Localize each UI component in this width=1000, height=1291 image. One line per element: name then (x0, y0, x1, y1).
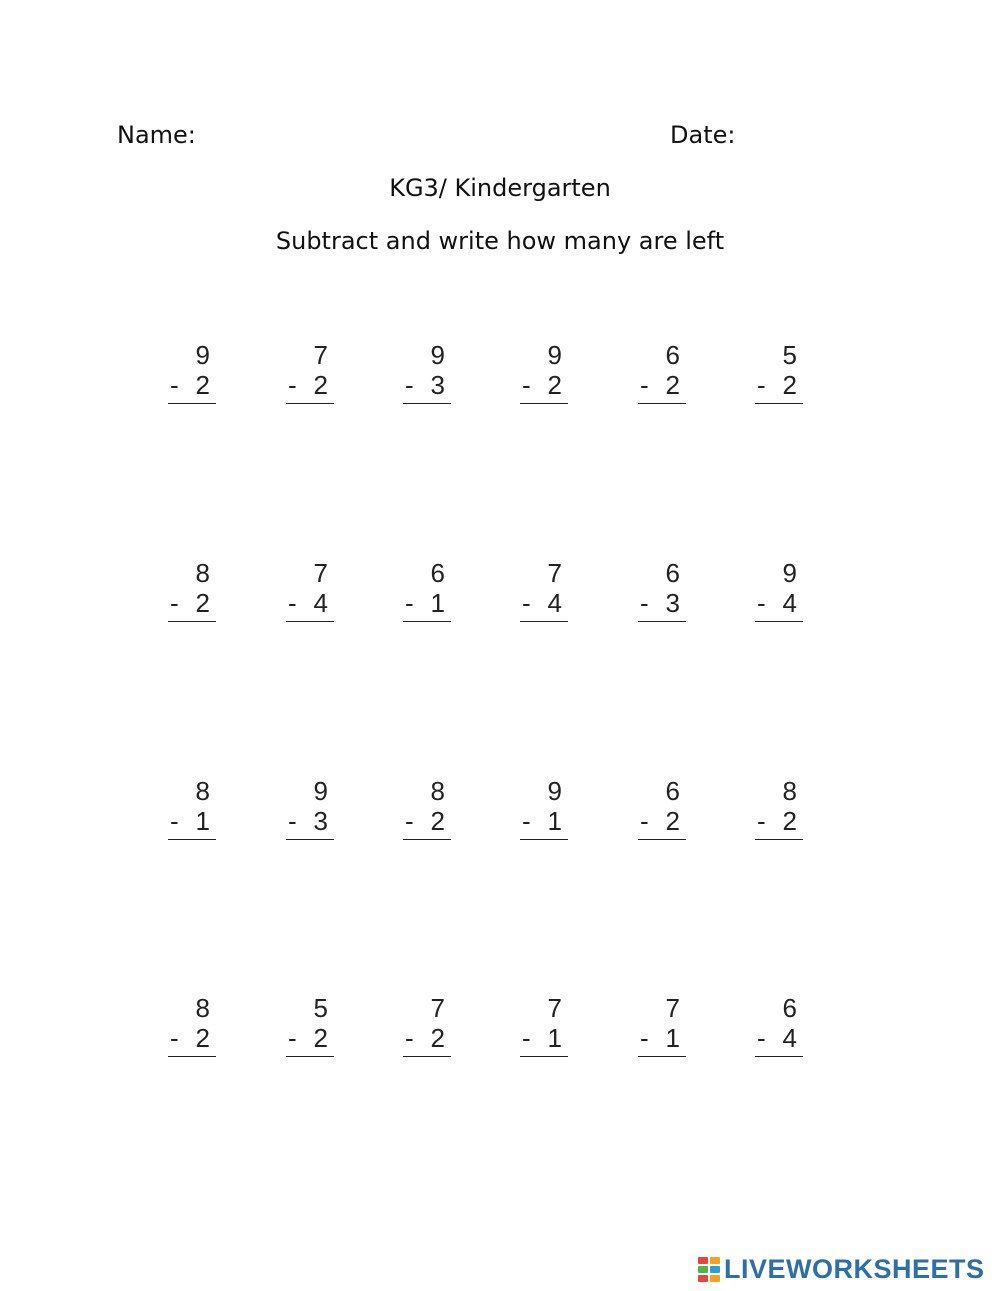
subtraction-problem (520, 993, 568, 1063)
answer-line[interactable] (520, 621, 568, 622)
minuend: 9 (313, 776, 328, 806)
minuend: 8 (430, 776, 445, 806)
subtrahend: 2 (547, 370, 562, 400)
minuend: 6 (665, 776, 680, 806)
subtrahend: 3 (430, 370, 445, 400)
subtraction-problem (755, 558, 803, 628)
minus-sign: - (640, 1023, 649, 1053)
subtraction-problem (638, 340, 686, 410)
subtraction-problem (638, 993, 686, 1063)
answer-line[interactable] (755, 403, 803, 404)
minus-sign: - (170, 1023, 179, 1053)
minuend: 7 (547, 993, 562, 1023)
minus-sign: - (522, 806, 531, 836)
minus-sign: - (757, 806, 766, 836)
answer-line[interactable] (755, 621, 803, 622)
subtraction-problem (520, 776, 568, 846)
minus-sign: - (170, 370, 179, 400)
minus-sign: - (640, 588, 649, 618)
subtraction-problem (403, 776, 451, 846)
minuend: 8 (195, 558, 210, 588)
minus-sign: - (288, 1023, 297, 1053)
answer-line[interactable] (403, 403, 451, 404)
subtrahend: 2 (195, 588, 210, 618)
minuend: 6 (782, 993, 797, 1023)
subtrahend: 1 (665, 1023, 680, 1053)
minuend: 8 (195, 993, 210, 1023)
minuend: 5 (313, 993, 328, 1023)
minuend: 9 (547, 776, 562, 806)
subtraction-problem (755, 993, 803, 1063)
subtrahend: 3 (313, 806, 328, 836)
subtrahend: 1 (430, 588, 445, 618)
subtraction-problem (286, 558, 334, 628)
minuend: 9 (782, 558, 797, 588)
subtrahend: 4 (782, 588, 797, 618)
subtrahend: 2 (665, 370, 680, 400)
answer-line[interactable] (638, 403, 686, 404)
liveworksheets-logo (698, 1254, 985, 1284)
minus-sign: - (288, 806, 297, 836)
answer-line[interactable] (286, 403, 334, 404)
minus-sign: - (522, 588, 531, 618)
subtraction-problem (638, 558, 686, 628)
answer-line[interactable] (403, 621, 451, 622)
subtrahend: 2 (313, 1023, 328, 1053)
subtrahend: 4 (313, 588, 328, 618)
answer-line[interactable] (520, 1056, 568, 1057)
subtrahend: 2 (430, 1023, 445, 1053)
minuend: 8 (782, 776, 797, 806)
minus-sign: - (288, 588, 297, 618)
minuend: 6 (665, 340, 680, 370)
subtraction-problem (168, 558, 216, 628)
subtrahend: 2 (195, 370, 210, 400)
subtraction-problem (403, 993, 451, 1063)
minus-sign: - (640, 806, 649, 836)
minus-sign: - (522, 370, 531, 400)
minuend: 9 (430, 340, 445, 370)
answer-line[interactable] (286, 1056, 334, 1057)
minuend: 9 (547, 340, 562, 370)
minus-sign: - (405, 370, 414, 400)
minuend: 7 (665, 993, 680, 1023)
answer-line[interactable] (755, 839, 803, 840)
minuend: 7 (547, 558, 562, 588)
logo-block (710, 1266, 720, 1273)
subtrahend: 2 (665, 806, 680, 836)
minus-sign: - (757, 370, 766, 400)
subtrahend: 2 (782, 806, 797, 836)
answer-line[interactable] (638, 1056, 686, 1057)
subtrahend: 1 (195, 806, 210, 836)
answer-line[interactable] (403, 1056, 451, 1057)
logo-text: LIVEWORKSHEETS (724, 1253, 985, 1284)
subtraction-problem (286, 993, 334, 1063)
subtraction-problem (755, 776, 803, 846)
subtraction-problem (168, 776, 216, 846)
answer-line[interactable] (168, 403, 216, 404)
minuend: 8 (195, 776, 210, 806)
subtraction-problem (286, 340, 334, 410)
minuend: 7 (430, 993, 445, 1023)
answer-line[interactable] (168, 1056, 216, 1057)
logo-block (698, 1275, 708, 1282)
logo-block (710, 1257, 720, 1264)
worksheet-instructions: Subtract and write how many are left (275, 227, 725, 255)
minus-sign: - (757, 1023, 766, 1053)
subtrahend: 4 (547, 588, 562, 618)
logo-block (710, 1275, 720, 1282)
liveworksheets-logo-icon (698, 1255, 722, 1283)
subtraction-problem (638, 776, 686, 846)
answer-line[interactable] (638, 621, 686, 622)
subtraction-problem (403, 558, 451, 628)
answer-line[interactable] (286, 621, 334, 622)
subtrahend: 2 (430, 806, 445, 836)
subtrahend: 2 (313, 370, 328, 400)
subtrahend: 1 (547, 1023, 562, 1053)
minuend: 7 (313, 340, 328, 370)
name-label: Name: (117, 121, 196, 149)
subtraction-problem (755, 340, 803, 410)
minus-sign: - (757, 588, 766, 618)
minuend: 6 (665, 558, 680, 588)
subtrahend: 1 (547, 806, 562, 836)
minus-sign: - (288, 370, 297, 400)
minus-sign: - (405, 806, 414, 836)
subtrahend: 3 (665, 588, 680, 618)
minus-sign: - (405, 1023, 414, 1053)
minuend: 9 (195, 340, 210, 370)
answer-line[interactable] (168, 621, 216, 622)
minus-sign: - (405, 588, 414, 618)
subtraction-problem (168, 340, 216, 410)
answer-line[interactable] (755, 1056, 803, 1057)
date-label: Date: (670, 121, 736, 149)
subtraction-problem (286, 776, 334, 846)
answer-line[interactable] (286, 839, 334, 840)
minuend: 7 (313, 558, 328, 588)
minus-sign: - (522, 1023, 531, 1053)
answer-line[interactable] (168, 839, 216, 840)
subtraction-problem (520, 558, 568, 628)
subtraction-problem (168, 993, 216, 1063)
logo-block (698, 1257, 708, 1264)
subtrahend: 2 (195, 1023, 210, 1053)
minus-sign: - (170, 588, 179, 618)
logo-block (698, 1266, 708, 1273)
answer-line[interactable] (403, 839, 451, 840)
minuend: 6 (430, 558, 445, 588)
answer-line[interactable] (638, 839, 686, 840)
minus-sign: - (640, 370, 649, 400)
subtraction-problem (403, 340, 451, 410)
answer-line[interactable] (520, 403, 568, 404)
subtrahend: 2 (782, 370, 797, 400)
minus-sign: - (170, 806, 179, 836)
subtraction-problem (520, 340, 568, 410)
minuend: 5 (782, 340, 797, 370)
answer-line[interactable] (520, 839, 568, 840)
worksheet-subtitle: KG3/ Kindergarten (389, 174, 611, 202)
subtrahend: 4 (782, 1023, 797, 1053)
